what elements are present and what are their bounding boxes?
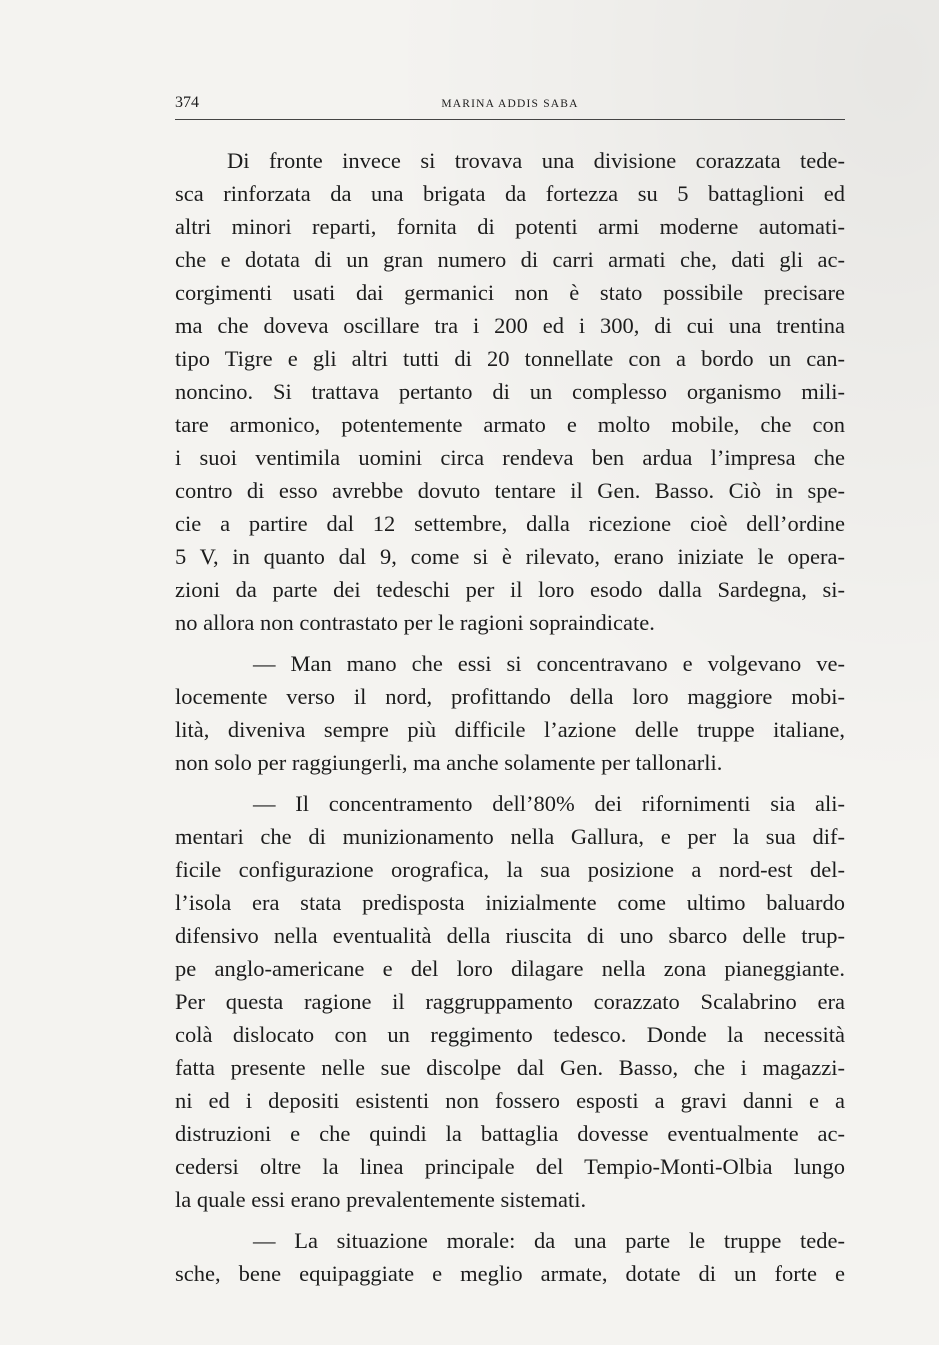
paragraph	[175, 1224, 845, 1290]
paragraph	[175, 647, 845, 779]
text-line: altri minori reparti, fornita di potenti armi moderne automati-	[175, 214, 845, 239]
text-line: ni ed i depositi esistenti non fossero esposti a gravi danni e a	[175, 1088, 845, 1113]
text-line: sche, bene equipaggiate e meglio armate, dotate di un forte e	[175, 1261, 845, 1286]
text-line: non solo per raggiungerli, ma anche solamente per tallonarli.	[175, 750, 723, 775]
text-line: la quale essi erano prevalentemente sistemati.	[175, 1187, 587, 1212]
text-line: tare armonico, potentemente armato e molto mobile, che con	[175, 412, 845, 437]
text-line: Di fronte invece si trovava una divisione corazzata tede-	[227, 148, 845, 173]
text-line: locemente verso il nord, profittando della loro maggiore mobi-	[175, 684, 845, 709]
text-line: difensivo nella eventualità della riuscita di uno sbarco delle trup-	[175, 923, 845, 948]
text-line: — Man mano che essi si concentravano e volgevano ve-	[253, 651, 845, 676]
text-line: ficile configurazione orografica, la sua posizione a nord-est del-	[175, 857, 845, 882]
paragraph	[175, 144, 845, 639]
text-line: lità, diveniva sempre più difficile l’azione delle truppe italiane,	[175, 717, 845, 742]
text-line: sca rinforzata da una brigata da fortezza su 5 battaglioni ed	[175, 181, 845, 206]
paragraph	[175, 787, 845, 1216]
text-line: corgimenti usati dai germanici non è stato possibile precisare	[175, 280, 845, 305]
text-line: che e dotata di un gran numero di carri armati che, dati gli ac-	[175, 247, 845, 272]
text-line: ma che doveva oscillare tra i 200 ed i 300, di cui una trentina	[175, 313, 845, 338]
text-line: tipo Tigre e gli altri tutti di 20 tonnellate con a bordo un can-	[175, 346, 845, 371]
text-line: Per questa ragione il raggruppamento corazzato Scalabrino era	[175, 989, 845, 1014]
text-line: distruzioni e che quindi la battaglia dovesse eventualmente ac-	[175, 1121, 845, 1146]
text-line: noncino. Si trattava pertanto di un complesso organismo mili-	[175, 379, 845, 404]
text-line: cedersi oltre la linea principale del Tempio-Monti-Olbia lungo	[175, 1154, 845, 1179]
running-head: MARINA ADDIS SABA	[441, 98, 579, 110]
text-line: contro di esso avrebbe dovuto tentare il Gen. Basso. Ciò in spe-	[175, 478, 845, 503]
text-line: l’isola era stata predisposta inizialmente come ultimo baluardo	[175, 890, 845, 915]
text-line: colà dislocato con un reggimento tedesco. Donde la necessità	[175, 1022, 845, 1047]
text-line: fatta presente nelle sue discolpe dal Gen. Basso, che i magazzi-	[175, 1055, 845, 1080]
text-line: mentari che di munizionamento nella Gallura, e per la sua dif-	[175, 824, 845, 849]
text-line: zioni da parte dei tedeschi per il loro esodo dalla Sardegna, si-	[175, 577, 845, 602]
text-line: cie a partire dal 12 settembre, dalla ricezione cioè dell’ordine	[175, 511, 845, 536]
text-line: no allora non contrastato per le ragioni sopraindicate.	[175, 610, 655, 635]
page-header	[175, 93, 845, 120]
text-line: i suoi ventimila uomini circa rendeva ben ardua l’impresa che	[175, 445, 845, 470]
text-line: 5 V, in quanto dal 9, come si è rilevato, erano iniziate le opera-	[175, 544, 845, 569]
body-text	[175, 144, 845, 1290]
text-line: — Il concentramento dell’80% dei rifornimenti sia ali-	[253, 791, 845, 816]
text-line: — La situazione morale: da una parte le truppe tede-	[253, 1228, 845, 1253]
text-line: pe anglo-americane e del loro dilagare nella zona pianeggiante.	[175, 956, 845, 981]
page-number: 374	[175, 94, 199, 111]
